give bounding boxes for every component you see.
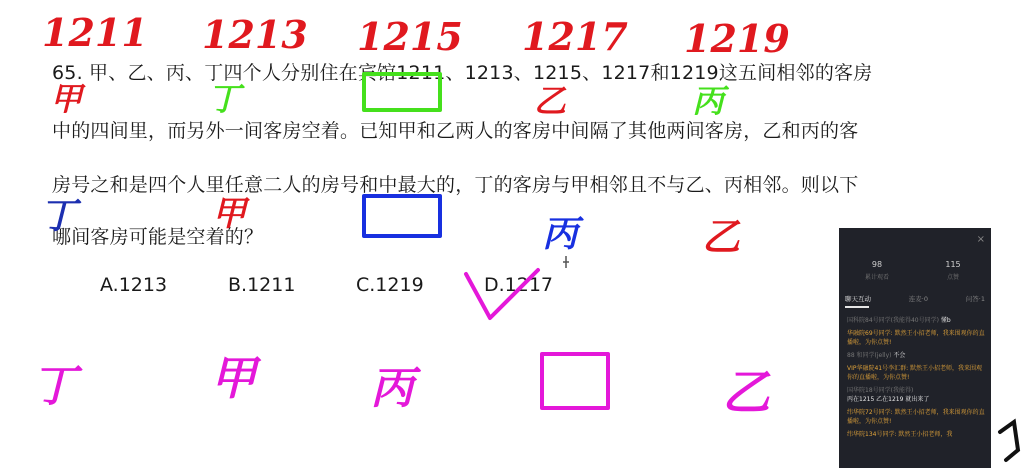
- hw-room-1217: 1217: [522, 14, 628, 59]
- question-line-1: 65. 甲、乙、丙、丁四个人分别住在宾馆1211、1213、1215、1217和1219这五间相邻的客房: [52, 62, 873, 84]
- chat-messages: [847, 316, 985, 443]
- empty-box-row1: [364, 74, 440, 110]
- chat-message-system: 华融院69号同学: 默然王小招老师，我来围观你的直播啦，为你点赞!: [847, 330, 985, 346]
- hw-row1-jia: 甲: [50, 80, 83, 118]
- question-line-2: 中的四间里，而另外一间客房空着。已知甲和乙两人的客房中间隔了其他两间客房，乙和丙的客: [52, 120, 859, 142]
- hw-row3-yi: 乙: [722, 365, 771, 421]
- chat-message: 国科院84号同学(我能得40号同学) 懂b: [847, 317, 951, 324]
- option-b: B.1211: [228, 274, 296, 296]
- stat-likes: [915, 260, 991, 281]
- hw-row1-ding: 丁: [208, 80, 241, 118]
- chat-tabs: [845, 294, 985, 303]
- cursor-icon: [563, 256, 569, 268]
- active-tab-indicator: [845, 306, 869, 308]
- hw-room-1213: 1213: [202, 12, 308, 57]
- chat-message: 国华院18号同学(我能得) 丙在1215 乙在1219 就出来了: [847, 387, 930, 403]
- empty-box-row2: [364, 196, 440, 236]
- chat-message: 88 和同学(jelly) 不会: [847, 352, 906, 359]
- views-label: 累计观看: [864, 274, 889, 281]
- stats-row: [839, 260, 991, 281]
- views-count: 98: [871, 260, 883, 269]
- option-d: D.1217: [484, 274, 554, 296]
- tab-mic[interactable]: 连麦·0: [908, 295, 928, 303]
- stat-views: [839, 260, 915, 281]
- question-line-3: 房号之和是四个人里任意二人的房号和中最大的，丁的客房与甲相邻且不与乙、丙相邻。则以下: [52, 174, 859, 196]
- hw-room-1215: 1215: [357, 14, 463, 59]
- option-a: A.1213: [100, 274, 168, 296]
- hw-row2-jia: 甲: [212, 194, 246, 234]
- likes-label: 点赞: [946, 274, 959, 281]
- hw-room-1219: 1219: [684, 16, 790, 61]
- close-icon[interactable]: ×: [976, 234, 985, 245]
- hw-row3-ding: 丁: [32, 361, 76, 412]
- question-line-4: 哪间客房可能是空着的？: [52, 226, 264, 248]
- tab-chat[interactable]: 聊天互动: [845, 295, 871, 303]
- hw-row2-bing: 丙: [542, 213, 579, 255]
- live-chat-panel: [839, 228, 991, 468]
- hw-row3-jia: 甲: [210, 351, 256, 405]
- check-mark: [466, 270, 538, 318]
- likes-count: 115: [945, 260, 961, 269]
- hw-room-1211: 1211: [42, 10, 148, 55]
- option-c: C.1219: [356, 274, 424, 296]
- empty-box-row3: [542, 354, 608, 408]
- hw-row1-bing: 丙: [692, 82, 725, 120]
- tab-qa[interactable]: 问答·1: [965, 295, 985, 303]
- chat-message-system: 纬华院72号同学: 默然王小招老师，我来围观你的直播啦，为你点赞!: [847, 409, 985, 425]
- hw-row3-bing: 丙: [370, 363, 414, 414]
- chat-message-system: 纬华院134号同学: 默然王小招老师，我: [847, 431, 953, 438]
- edge-stroke: [1000, 422, 1018, 460]
- hw-row1-yi: 乙: [534, 82, 567, 120]
- chat-message-system: VIP华融院41号李汇群: 默然王小招老师，我来围观你的直播啦，为你点赞!: [847, 365, 983, 381]
- hw-row2-yi: 乙: [702, 214, 741, 259]
- hw-row2-ding: 丁: [40, 195, 77, 237]
